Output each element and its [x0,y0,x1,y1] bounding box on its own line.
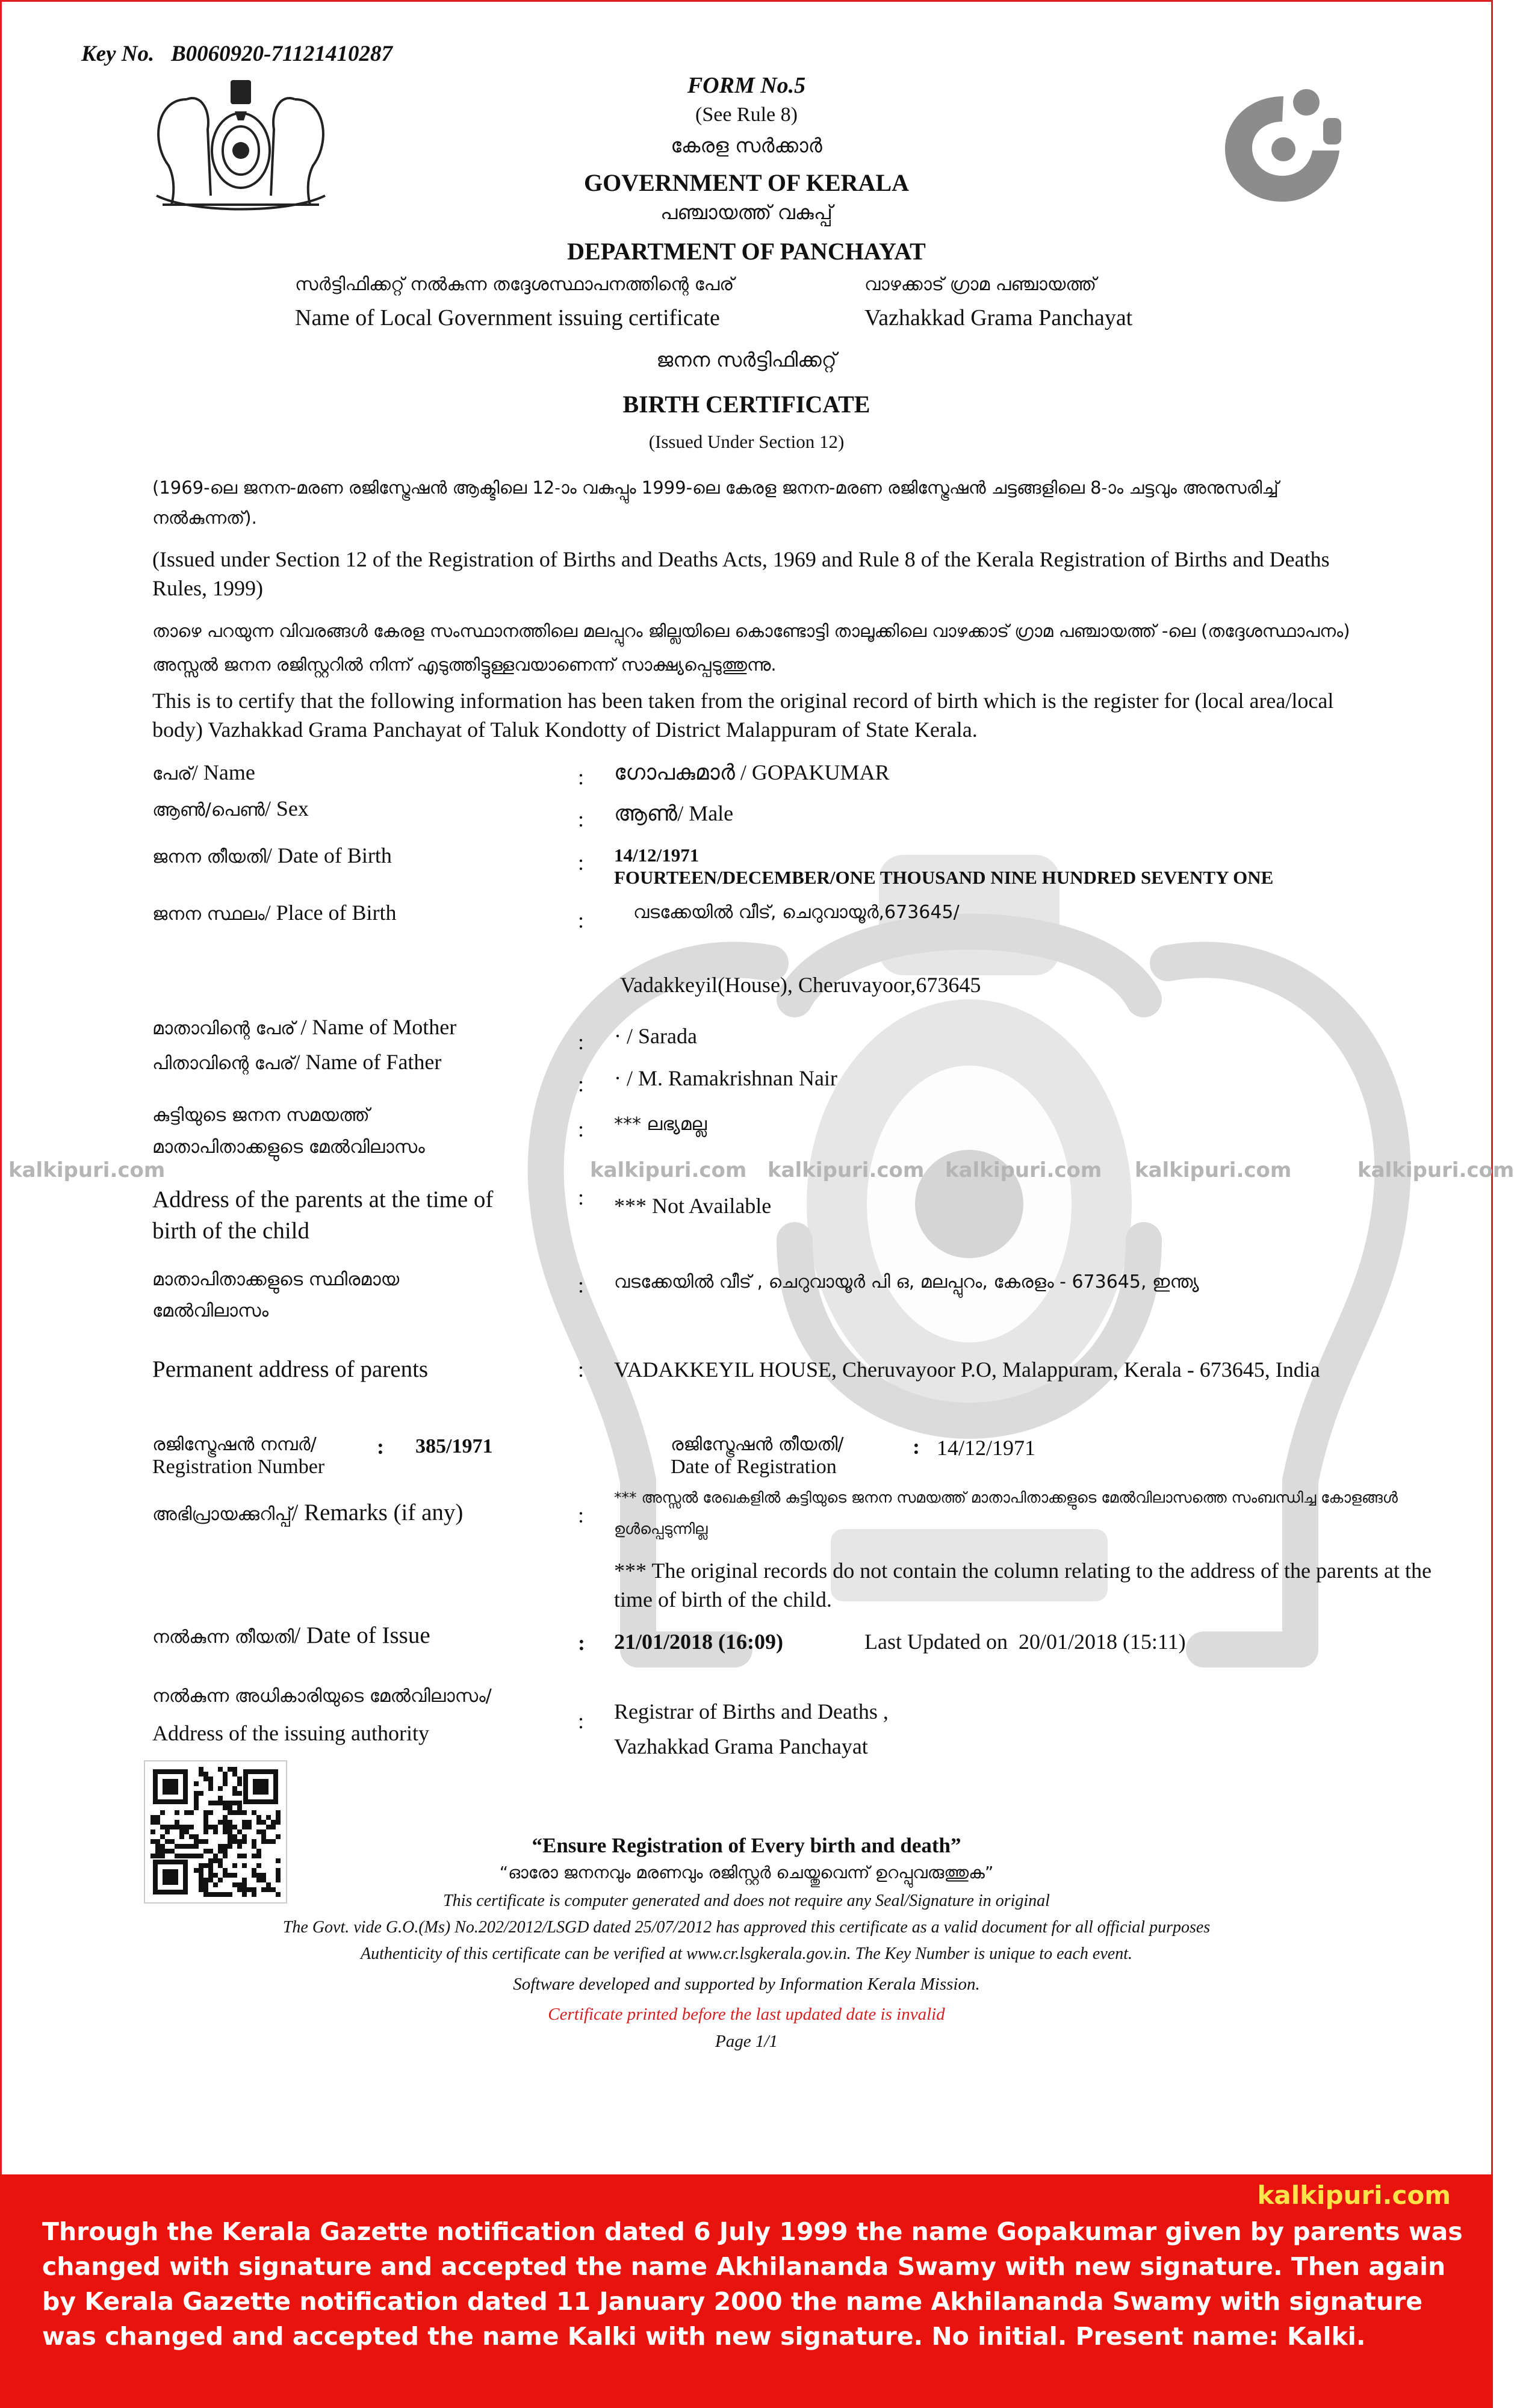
field-perm-addr-label-en: Permanent address of parents [152,1356,429,1382]
footer-line-1: This certificate is computer generated and does not require any Seal/Signature in original [443,1891,1050,1910]
qr-module [203,1777,208,1781]
colon: : [913,1435,920,1459]
colon: : [578,1631,585,1655]
qr-module [228,1820,232,1825]
qr-module [276,1815,281,1820]
qr-module [228,1805,232,1810]
field-authority-value-2: Vazhakkad Grama Panchayat [614,1734,868,1758]
intro-ml-2: താഴെ പറയുന്ന വിവരങ്ങൾ കേരള സംസ്ഥാനത്തിലെ മലപ്പുറം ജില്ലയിലെ കൊണ്ടോട്ടി താലൂക്കിലെ വാഴക്കാട് ഗ്രാമ പഞ്ചായത്ത് -ലെ (തദ്ദേശസ്ഥാപനം) അസ്സൽ ജനന രജിസ്റ്ററിൽ നിന്ന് എടുത്തിട്ടുള്ളവയാണെന്ന് സാക്ഷ്യപ്പെടുത്തുന്നു. [152,621,1350,675]
qr-module [160,1810,165,1815]
watermark-5: kalkipuri.com [1135,1158,1292,1182]
cert-title-en: BIRTH CERTIFICATE [622,391,870,418]
slogan-ml: “ഓരോ ജനനവും മരണവും രജിസ്റ്റർ ചെയ്തുവെന്ന് ഉറപ്പുവരുത്തുക” [499,1863,994,1882]
qr-module [237,1777,242,1781]
qr-module [199,1772,203,1777]
field-remarks-label: അഭിപ്രായക്കുറിപ്പ്/ Remarks (if any) [152,1500,464,1525]
page-number: Page 1/1 [715,2032,778,2051]
printed-warning: Certificate printed before the last updated date is invalid [548,2005,945,2024]
field-parents-addr-label-en2: birth of the child [152,1218,310,1244]
lg-label-en: Name of Local Government issuing certificate [295,305,720,330]
field-reg-no-label-en: Registration Number [152,1456,325,1478]
colon: : [578,807,585,831]
watermark-2: kalkipuri.com [590,1158,747,1182]
qr-module [223,1820,228,1825]
qr-module [223,1815,228,1820]
field-dob-label: ജനന തീയതി/ Date of Birth [152,843,392,867]
watermark-3: kalkipuri.com [768,1158,925,1182]
field-parents-addr-value-ml: *** ലഭ്യമല്ല [614,1114,707,1135]
field-reg-no-label-ml: രജിസ്ട്രേഷൻ നമ്പർ/ [152,1434,317,1455]
field-authority-label-ml: നൽകുന്ന അധികാരിയുടെ മേൽവിലാസം/ [152,1686,492,1707]
intro-ml-1: (1969-ലെ ജനന-മരണ രജിസ്ട്രേഷൻ ആക്ടിലെ 12-ാം വകുപ്പും 1999-ലെ കേരള ജനന-മരണ രജിസ്ട്രേഷൻ ചട്ടങ്ങളിലെ 8-ാം ചട്ടവും അനുസരിച്ച് നൽകുന്നത്). [152,477,1279,528]
qr-module [242,1825,247,1829]
lg-value-ml: വാഴക്കാട് ഗ്രാമ പഞ്ചായത്ത് [864,274,1097,295]
qr-module [237,1810,242,1815]
qr-module [194,1801,199,1805]
lg-label-ml: സർട്ടിഫിക്കറ്റ് നൽകുന്ന തദ്ദേശസ്ഥാപനത്തിന്റെ പേര് [295,274,734,295]
qr-module [223,1801,228,1805]
qr-module [237,1805,242,1810]
field-parents-addr-value-en: *** Not Available [614,1194,772,1218]
qr-module [175,1810,179,1815]
watermark-1: kalkipuri.com [8,1158,166,1182]
qr-module [242,1820,247,1825]
qr-module [203,1815,208,1820]
qr-module [160,1825,165,1829]
colon: : [578,1030,585,1054]
qr-module [271,1825,276,1829]
qr-module [199,1882,203,1887]
qr-module [155,1815,160,1820]
issued-under: (Issued Under Section 12) [648,431,845,452]
field-remarks-value-en: *** The original records do not contain the column relating to the address of the parents at the time of birth of the child. [614,1559,1432,1612]
qr-module [252,1810,256,1815]
qr-module [232,1791,237,1796]
qr-module [194,1781,199,1786]
qr-module [232,1772,237,1777]
qr-module [261,1820,266,1825]
qr-module [223,1777,228,1781]
qr-module [266,1825,271,1829]
dept-ml: പഞ്ചായത്ത് വകുപ്പ് [660,200,833,224]
qr-module [170,1825,175,1829]
qr-module [194,1805,199,1810]
field-parents-addr-label-ml1: കുട്ടിയുടെ ജനന സമയത്ത് [152,1105,370,1126]
field-sex-value: ആൺ/ Male [614,801,734,825]
qr-module [232,1786,237,1791]
qr-module [165,1825,170,1829]
watermark-6: kalkipuri.com [1357,1158,1514,1182]
qr-module [194,1791,199,1796]
qr-module [175,1825,179,1829]
qr-module [228,1767,232,1772]
field-reg-date-value: 14/12/1971 [937,1436,1036,1460]
colon: : [578,851,585,875]
last-updated: Last Updated on 20/01/2018 (15:11) [864,1630,1186,1654]
field-name-label: പേര്/ Name [152,760,255,784]
qr-module [266,1882,271,1887]
qr-module [208,1825,213,1829]
qr-module [223,1825,228,1829]
field-parents-addr-label-en1: Address of the parents at the time of [152,1187,494,1212]
qr-module [208,1810,213,1815]
colon: : [377,1435,384,1459]
intro-en-2: This is to certify that the following information has been taken from the original record of birth which is the register for (local area/local body) Vazhakkad Grama Panchayat of Taluk Kondotty of District Malappuram of State Kerala. [152,689,1334,742]
footer-line-3: Authenticity of this certificate can be verified at www.cr.lsgkerala.gov.in. The Key Number is unique to each event. [360,1944,1132,1963]
colon: : [578,1273,585,1297]
qr-module [223,1781,228,1786]
field-perm-addr-label-ml2: മേൽവിലാസം [152,1300,269,1321]
slogan-en: “Ensure Registration of Every birth and death” [532,1834,961,1857]
qr-module [218,1786,223,1791]
key-number [81,41,392,67]
qr-module [237,1801,242,1805]
qr-module [203,1772,208,1777]
qr-module [208,1786,213,1791]
qr-module [232,1882,237,1887]
intro-en-1: (Issued under Section 12 of the Registration of Births and Deaths Acts, 1969 and Rule 8 of the Kerala Registration of Births and Deaths Rules, 1999) [152,547,1330,600]
qr-module [232,1825,237,1829]
qr-module [213,1825,218,1829]
qr-module [179,1825,184,1829]
field-dob-words: FOURTEEN/DECEMBER/ONE THOUSAND NINE HUNDRED SEVENTY ONE [614,867,1274,888]
colon: : [578,765,585,789]
qr-module [208,1777,213,1781]
qr-module [237,1791,242,1796]
colon: : [578,1072,585,1096]
field-sex-label: ആൺ/പെൺ/ Sex [152,796,309,821]
form-number: FORM No.5 [687,73,806,98]
qr-module [237,1781,242,1786]
banner-text: Through the Kerala Gazette notification dated 6 July 1999 the name Gopakumar given by parents was changed with signature and accepted the name Akhilananda Swamy with new signature. Then again by Kerala Gazette notification dated 11 January 2000 the name Akhilananda Swamy with signature was changed and accepted the name Kalki with new signature. No initial. Present name: Kalki. [42,2217,1463,2351]
field-father-label: പിതാവിന്റെ പേര്/ Name of Father [152,1050,442,1074]
qr-module [218,1767,223,1772]
qr-module [208,1801,213,1805]
qr-module [150,1820,155,1825]
field-pob-value-ml: വടക്കേയിൽ വീട്, ചെറുവായൂർ,673645/ [633,902,960,923]
qr-module [242,1810,247,1815]
qr-module [213,1801,218,1805]
qr-module [256,1815,261,1820]
qr-module [242,1882,247,1887]
colon: : [578,1117,585,1141]
field-perm-addr-value-en: VADAKKEYIL HOUSE, Cheruvayoor P.O, Malappuram, Kerala - 673645, India [614,1358,1320,1382]
qr-module [271,1820,276,1825]
colon: : [578,1185,585,1209]
field-issue-date-label: നൽകുന്ന തീയതി/ Date of Issue [152,1622,430,1648]
field-dob-value: 14/12/1971 [614,845,700,866]
cert-title-ml: ജനന സർട്ടിഫിക്കറ്റ് [656,348,837,371]
qr-module [203,1820,208,1825]
qr-module [232,1801,237,1805]
qr-module [150,1815,155,1820]
qr-module [228,1801,232,1805]
field-name-value: ഗോപകുമാർ / GOPAKUMAR [614,760,890,784]
qr-module [184,1810,189,1815]
colon: : [578,1358,585,1382]
qr-module [199,1767,203,1772]
key-label: Key No. [81,42,155,66]
qr-module [247,1825,252,1829]
qr-module [218,1820,223,1825]
field-issue-date-value: 21/01/2018 (16:09) [614,1630,783,1654]
govt-en: GOVERNMENT OF KERALA [583,169,910,196]
field-mother-label: മാതാവിന്റെ പേര് / Name of Mother [152,1015,457,1039]
qr-module [155,1820,160,1825]
colon: : [578,908,585,932]
field-reg-no-value: 385/1971 [415,1435,493,1457]
field-remarks-value-ml: *** അസ്സൽ രേഖകളിൽ കുട്ടിയുടെ ജനന സമയത്ത് മാതാപിതാക്കളുടെ മേൽവിലാസത്തെ സംബന്ധിച്ച കോളങ്ങൾ ഉൾപ്പെടുന്നില്ല [614,1489,1398,1538]
qr-module [194,1796,199,1801]
qr-module [218,1801,223,1805]
field-authority-value-1: Registrar of Births and Deaths , [614,1699,889,1724]
qr-module [256,1820,261,1825]
qr-module [276,1810,281,1815]
lg-value-en: Vazhakkad Grama Panchayat [864,305,1133,330]
qr-module [189,1810,194,1815]
qr-module [203,1825,208,1829]
footer-line-2: The Govt. vide G.O.(Ms) No.202/2012/LSGD dated 25/07/2012 has approved this certificate as a valid document for all official purposes [282,1918,1211,1937]
dept-en: DEPARTMENT OF PANCHAYAT [567,238,926,265]
qr-module [184,1825,189,1829]
qr-module [175,1820,179,1825]
govt-ml: കേരള സർക്കാർ [671,134,822,157]
field-perm-addr-label-ml1: മാതാപിതാക്കളുടെ സ്ഥിരമായ [152,1269,400,1290]
qr-module [213,1882,218,1887]
qr-module [228,1810,232,1815]
field-pob-value-en: Vadakkeyil(House), Cheruvayoor,673645 [620,973,981,997]
colon: : [578,1709,585,1733]
qr-module [232,1767,237,1772]
qr-module [203,1882,208,1887]
field-mother-value: · / Sarada [614,1024,697,1048]
key-value: B0060920-71121410287 [171,42,392,66]
qr-module [247,1820,252,1825]
qr-module [237,1882,242,1887]
banner-site: kalkipuri.com [1257,2180,1451,2210]
qr-module [232,1810,237,1815]
qr-module [266,1815,271,1820]
footer-line-4: Software developed and supported by Information Kerala Mission. [513,1975,980,1994]
qr-module [223,1805,228,1810]
qr-module [189,1825,194,1829]
field-perm-addr-value-ml: വടക്കേയിൽ വീട് , ചെറുവായൂർ പി ഒ, മലപ്പുറം, കേരളം - 673645, ഇന്ത്യ [614,1271,1199,1292]
see-rule: (See Rule 8) [695,104,798,126]
field-authority-label-en: Address of the issuing authority [152,1721,429,1745]
watermark-4: kalkipuri.com [945,1158,1102,1182]
field-reg-date-label-ml: രജിസ്ട്രേഷൻ തീയതി/ [671,1434,844,1455]
field-pob-label: ജനന സ്ഥലം/ Place of Birth [152,901,397,925]
qr-module [203,1810,208,1815]
qr-module [199,1791,203,1796]
qr-module [223,1772,228,1777]
qr-module [276,1820,281,1825]
qr-module [218,1796,223,1801]
field-father-value: · / M. Ramakrishnan Nair [614,1066,837,1090]
qr-module [228,1825,232,1829]
field-parents-addr-label-ml2: മാതാപിതാക്കളുടെ മേൽവിലാസം [152,1137,425,1158]
qr-module [208,1781,213,1786]
colon: : [578,1503,585,1527]
field-reg-date-label-en: Date of Registration [671,1456,837,1478]
